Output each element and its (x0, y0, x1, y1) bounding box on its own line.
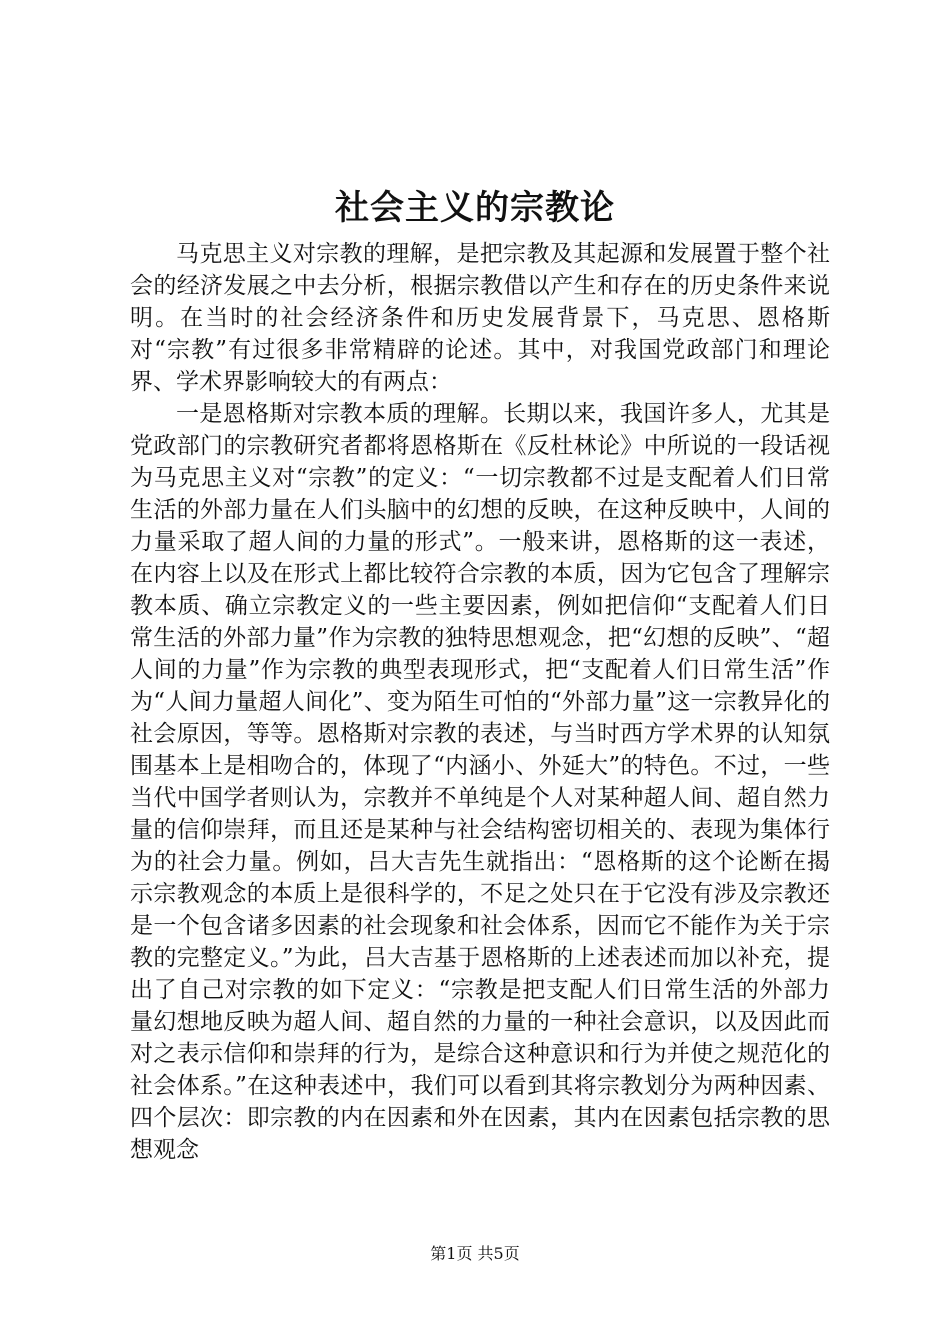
paragraph-1: 马克思主义对宗教的理解，是把宗教及其起源和发展置于整个社会的经济发展之中去分析，根据宗教借以产生和存在的历史条件来说明。在当时的社会经济条件和历史发展背景下，马克思、恩格斯对“宗教”有过很多非常精辟的论述。其中，对我国党政部门和理论界、学术界影响较大的有两点： (130, 241, 830, 395)
page-footer: 第1页 共5页 (430, 1244, 520, 1263)
document-title: 社会主义的宗教论 (335, 188, 615, 228)
paragraph-2: 一是恩格斯对宗教本质的理解。长期以来，我国许多人，尤其是党政部门的宗教研究者都将恩格斯在《反杜林论》中所说的一段话视为马克思主义对“宗教”的定义：“一切宗教都不过是支配着人们日常生活的外部力量在人们头脑中的幻想的反映，在这种反映中，人间的力量采取了超人间的力量的形式”。一般来讲，恩格斯的这一表述，在内容上以及在形式上都比较符合宗教的本质，因为它包含了理解宗教本质、确立宗教定义的一些主要因素，例如把信仰“支配着人们日常生活的外部力量”作为宗教的独特思想观念，把“幻想的反映”、“超人间的力量”作为宗教的典型表现形式，把“支配着人们日常生活”作为“人间力量超人间化”、变为陌生可怕的“外部力量”这一宗教异化的社会原因，等等。恩格斯对宗教的表述，与当时西方学术界的认知氛围基本上是相吻合的，体现了“内涵小、外延大”的特色。不过，一些当代中国学者则认为，宗教并不单纯是个人对某种超人间、超自然力量的信仰崇拜，而且还是某种与社会结构密切相关的、表现为集体行为的社会力量。例如，吕大吉先生就指出：“恩格斯的这个论断在揭示宗教观念的本质上是很科学的，不足之处只在于它没有涉及宗教还是一个包含诸多因素的社会现象和社会体系，因而它不能作为关于宗教的完整定义。”为此，吕大吉基于恩格斯的上述表述而加以补充，提出了自己对宗教的如下定义：“宗教是把支配人们日常生活的外部力量幻想地反映为超人间、超自然的力量的一种社会意识，以及因此而对之表示信仰和崇拜的行为，是综合这种意识和行为并使之规范化的社会体系。”在这种表述中，我们可以看到其将宗教划分为两种因素、四个层次：即宗教的内在因素和外在因素，其内在因素包括宗教的思想观念 (130, 401, 830, 1163)
document-body (130, 238, 830, 1166)
